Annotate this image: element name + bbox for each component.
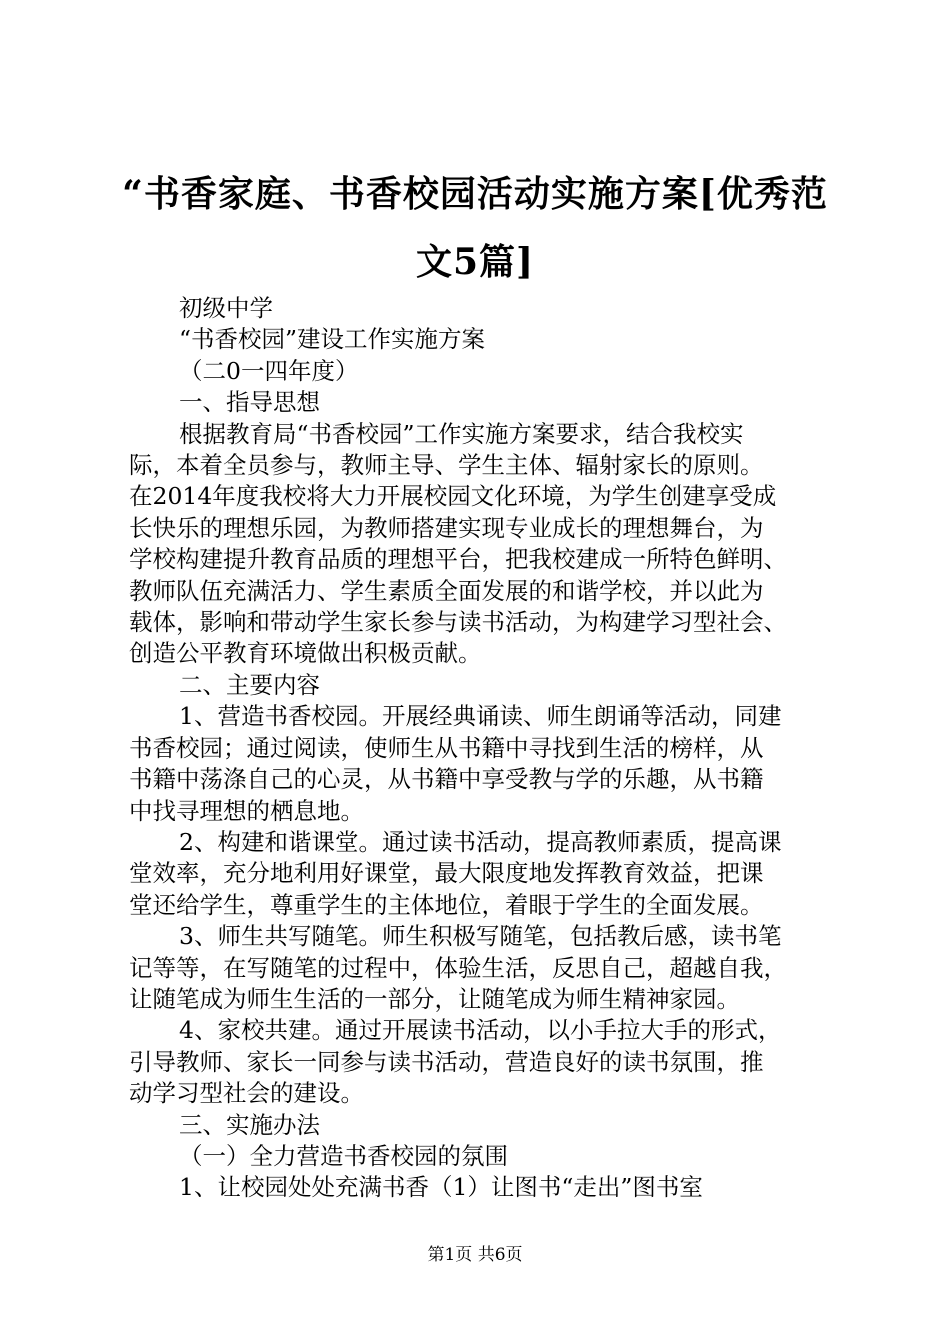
body-line: 3、师生共写随笔。师生积极写随笔，包括教后感，读书笔 [179,922,782,951]
title-line-1: “书香家庭、书香校园活动实施方案[优秀范 [122,173,828,215]
body-line: 书籍中荡涤自己的心灵，从书籍中享受教与学的乐趣，从书籍 [129,765,764,794]
document-title [120,160,830,296]
body-line: 长快乐的理想乐园，为教师搭建实现专业成长的理想舞台，为 [129,513,764,542]
body-line: 堂还给学生，尊重学生的主体地位，着眼于学生的全面发展。 [129,890,764,919]
body-line: 学校构建提升教育品质的理想平台，把我校建成一所特色鲜明、 [129,545,787,574]
body-line: 载体，影响和带动学生家长参与读书活动，为构建学习型社会、 [129,608,787,637]
body-line: 1、营造书香校园。开展经典诵读、师生朗诵等活动，同建 [179,702,782,731]
body-line: 中找寻理想的栖息地。 [129,796,364,825]
body-line: 4、家校共建。通过开展读书活动，以小手拉大手的形式， [179,1016,782,1045]
body-line: 初级中学 [179,294,273,322]
body-line: 2、构建和谐课堂。通过读书活动，提高教师素质，提高课 [179,827,782,856]
body-line: 让随笔成为师生生活的一部分，让随笔成为师生精神家园。 [129,984,740,1013]
body-line: （二0一四年度） [179,356,359,385]
body-line: 记等等，在写随笔的过程中，体验生活，反思自己，超越自我， [129,953,787,982]
body-line: 际，本着全员参与，教师主导、学生主体、辐射家长的原则。 [129,451,764,480]
body-line: 三、实施办法 [179,1110,320,1139]
body-line: 动学习型社会的建设。 [129,1079,364,1108]
body-line: 根据教育局“书香校园”工作实施方案要求，结合我校实 [179,419,744,448]
body-line: 教师队伍充满活力、学生素质全面发展的和谐学校，并以此为 [129,576,764,605]
body-line: 堂效率，充分地利用好课堂，最大限度地发挥教育效益，把课 [129,859,764,888]
body-line: （一）全力营造书香校园的氛围 [179,1141,508,1170]
body-line: 引导教师、家长一同参与读书活动，营造良好的读书氛围，推 [129,1047,764,1076]
page-footer: 第1页 共6页 [427,1245,523,1265]
body-line: 创造公平教育环境做出积极贡献。 [129,639,482,668]
body-line: “书香校园”建设工作实施方案 [179,325,486,354]
body-line: 书香校园；通过阅读，使师生从书籍中寻找到生活的榜样，从 [129,733,764,762]
body-line: 在2014年度我校将大力开展校园文化环境，为学生创建享受成 [129,482,777,511]
document-body [129,293,829,1204]
body-line: 二、主要内容 [179,670,320,699]
body-line: 1、让校园处处充满书香（1）让图书“走出”图书室 [179,1173,703,1202]
body-line: 一、指导思想 [179,388,320,417]
title-line-2: 文5篇] [415,241,535,283]
